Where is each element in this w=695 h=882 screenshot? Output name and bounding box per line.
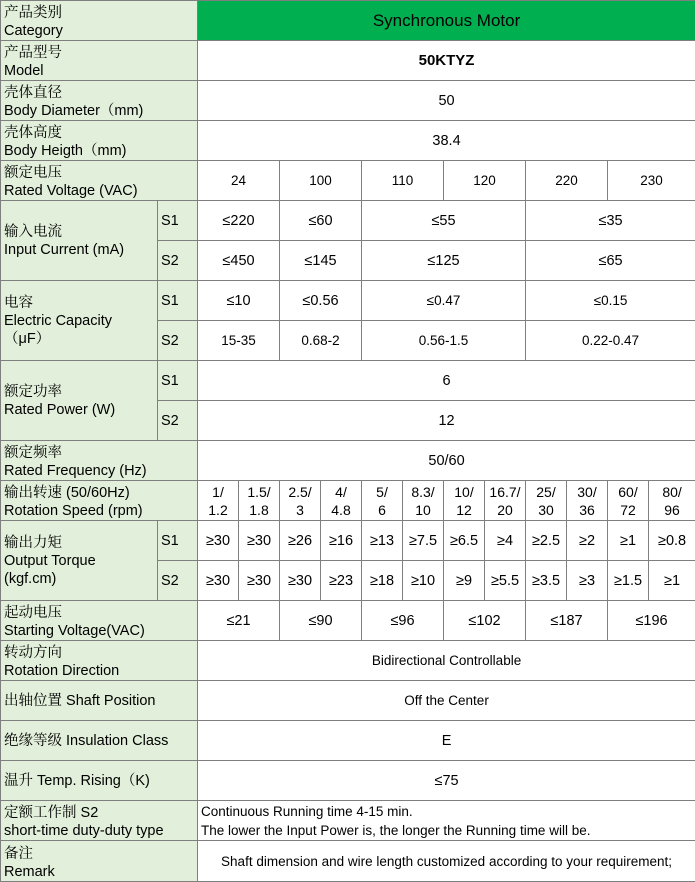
- row-capacity-s1: [1, 281, 695, 321]
- output-torque-label-unit: (kgf.cm): [4, 570, 157, 588]
- torque-value: ≥16: [321, 521, 362, 561]
- voltage-value: 24: [198, 161, 280, 201]
- rotation-direction-label-en: Rotation Direction: [4, 662, 197, 680]
- torque-value: ≥6.5: [444, 521, 485, 561]
- speed-value: 80/ 96: [649, 481, 695, 521]
- starting-voltage-value: ≤196: [608, 601, 695, 641]
- input-current-value: ≤125: [362, 241, 526, 281]
- output-torque-label: [1, 521, 158, 601]
- row-model: [1, 41, 695, 81]
- starting-voltage-value: ≤187: [526, 601, 608, 641]
- rated-voltage-label: [1, 161, 198, 201]
- s2-label: S2: [158, 401, 198, 441]
- rotation-direction-label: [1, 641, 198, 681]
- torque-value: ≥30: [280, 561, 321, 601]
- model-label-cn: 产品型号: [4, 44, 197, 62]
- s2-label: S2: [158, 241, 198, 281]
- torque-value: ≥30: [198, 521, 239, 561]
- rotation-direction-value: Bidirectional Controllable: [198, 641, 695, 681]
- input-current-value: ≤450: [198, 241, 280, 281]
- output-torque-label-en: Output Torque: [4, 552, 157, 570]
- input-current-value: ≤60: [280, 201, 362, 241]
- category-label-cn: 产品类别: [4, 4, 197, 22]
- voltage-value: 230: [608, 161, 695, 201]
- input-current-value: ≤145: [280, 241, 362, 281]
- speed-value: 8.3/ 10: [403, 481, 444, 521]
- input-current-label-cn: 输入电流: [4, 223, 157, 241]
- remark-label-cn: 备注: [4, 845, 197, 863]
- category-value: Synchronous Motor: [198, 1, 695, 41]
- shaft-position-label: 出轴位置 Shaft Position: [1, 681, 198, 721]
- speed-value: 16.7/ 20: [485, 481, 526, 521]
- capacity-value: 0.22-0.47: [526, 321, 695, 361]
- row-temp-rising: [1, 761, 695, 801]
- row-body-diameter: [1, 81, 695, 121]
- duty-type-label-en: short-time duty-duty type: [4, 822, 197, 840]
- torque-value: ≥18: [362, 561, 403, 601]
- rated-frequency-label-cn: 额定频率: [4, 444, 197, 462]
- category-label-en: Category: [4, 22, 197, 40]
- duty-type-label: [1, 801, 198, 841]
- rated-power-value: 6: [198, 361, 695, 401]
- torque-value: ≥10: [403, 561, 444, 601]
- body-height-label-cn: 壳体高度: [4, 124, 197, 142]
- input-current-value: ≤65: [526, 241, 695, 281]
- speed-value: 60/ 72: [608, 481, 649, 521]
- torque-value: ≥2.5: [526, 521, 567, 561]
- rotation-direction-label-cn: 转动方向: [4, 644, 197, 662]
- torque-value: ≥2: [567, 521, 608, 561]
- rated-voltage-label-en: Rated Voltage (VAC): [4, 182, 197, 200]
- rated-power-label-en: Rated Power (W): [4, 401, 157, 419]
- torque-value: ≥5.5: [485, 561, 526, 601]
- temp-rising-label: 温升 Temp. Rising（K): [1, 761, 198, 801]
- starting-voltage-label-cn: 起动电压: [4, 604, 197, 622]
- capacity-value: ≤0.15: [526, 281, 695, 321]
- input-current-label: [1, 201, 158, 281]
- capacity-value: ≤10: [198, 281, 280, 321]
- torque-value: ≥1: [649, 561, 695, 601]
- rotation-speed-label-cn: 输出转速 (50/60Hz): [4, 484, 197, 502]
- torque-value: ≥1: [608, 521, 649, 561]
- rated-power-label-cn: 额定功率: [4, 383, 157, 401]
- rated-frequency-label-en: Rated Frequency (Hz): [4, 462, 197, 480]
- row-rotation-direction: [1, 641, 695, 681]
- rotation-speed-label-en: Rotation Speed (rpm): [4, 502, 197, 520]
- capacity-label-unit: （μF）: [4, 330, 157, 348]
- speed-value: 1/ 1.2: [198, 481, 239, 521]
- speed-value: 10/ 12: [444, 481, 485, 521]
- rated-voltage-label-cn: 额定电压: [4, 164, 197, 182]
- speed-value: 25/ 30: [526, 481, 567, 521]
- body-height-label: [1, 121, 198, 161]
- capacity-value: 0.68-2: [280, 321, 362, 361]
- row-input-current-s1: [1, 201, 695, 241]
- starting-voltage-value: ≤102: [444, 601, 526, 641]
- capacity-label-en: Electric Capacity: [4, 312, 157, 330]
- torque-value: ≥9: [444, 561, 485, 601]
- capacity-label-cn: 电容: [4, 294, 157, 312]
- insulation-class-value: E: [198, 721, 695, 761]
- starting-voltage-value: ≤96: [362, 601, 444, 641]
- s1-label: S1: [158, 201, 198, 241]
- torque-value: ≥7.5: [403, 521, 444, 561]
- remark-label-en: Remark: [4, 863, 197, 881]
- duty-type-value: [198, 801, 695, 841]
- capacity-value: 0.56-1.5: [362, 321, 526, 361]
- body-height-label-en: Body Heigth（mm): [4, 142, 197, 160]
- row-rated-frequency: [1, 441, 695, 481]
- row-rated-power-s1: [1, 361, 695, 401]
- row-insulation-class: [1, 721, 695, 761]
- body-diameter-value: 50: [198, 81, 695, 121]
- capacity-value: ≤0.56: [280, 281, 362, 321]
- starting-voltage-value: ≤90: [280, 601, 362, 641]
- speed-value: 30/ 36: [567, 481, 608, 521]
- row-duty-type: [1, 801, 695, 841]
- row-shaft-position: [1, 681, 695, 721]
- torque-value: ≥13: [362, 521, 403, 561]
- row-body-height: [1, 121, 695, 161]
- insulation-class-label: 绝缘等级 Insulation Class: [1, 721, 198, 761]
- row-rotation-speed: [1, 481, 695, 521]
- voltage-value: 110: [362, 161, 444, 201]
- s2-label: S2: [158, 321, 198, 361]
- torque-value: ≥1.5: [608, 561, 649, 601]
- voltage-value: 220: [526, 161, 608, 201]
- input-current-value: ≤220: [198, 201, 280, 241]
- torque-value: ≥4: [485, 521, 526, 561]
- row-category: [1, 1, 695, 41]
- torque-value: ≥30: [239, 561, 280, 601]
- duty-type-line2: The lower the Input Power is, the longer the Running time will be.: [201, 821, 695, 840]
- s2-label: S2: [158, 561, 198, 601]
- model-label-en: Model: [4, 62, 197, 80]
- voltage-value: 120: [444, 161, 526, 201]
- shaft-position-value: Off the Center: [198, 681, 695, 721]
- rated-frequency-label: [1, 441, 198, 481]
- row-rated-voltage: [1, 161, 695, 201]
- remark-value: Shaft dimension and wire length customized according to your requirement;: [198, 841, 695, 882]
- torque-value: ≥3.5: [526, 561, 567, 601]
- capacity-value: ≤0.47: [362, 281, 526, 321]
- temp-rising-value: ≤75: [198, 761, 695, 801]
- category-label: [1, 1, 198, 41]
- row-output-torque-s1: [1, 521, 695, 561]
- speed-value: 5/ 6: [362, 481, 403, 521]
- row-remark: [1, 841, 695, 882]
- voltage-value: 100: [280, 161, 362, 201]
- body-diameter-label-en: Body Diameter（mm): [4, 102, 197, 120]
- model-value: 50KTYZ: [198, 41, 695, 81]
- starting-voltage-value: ≤21: [198, 601, 280, 641]
- starting-voltage-label: [1, 601, 198, 641]
- torque-value: ≥26: [280, 521, 321, 561]
- rotation-speed-label: [1, 481, 198, 521]
- input-current-value: ≤55: [362, 201, 526, 241]
- torque-value: ≥0.8: [649, 521, 695, 561]
- output-torque-label-cn: 输出力矩: [4, 534, 157, 552]
- body-diameter-label: [1, 81, 198, 121]
- capacity-value: 15-35: [198, 321, 280, 361]
- rated-frequency-value: 50/60: [198, 441, 695, 481]
- rated-power-value: 12: [198, 401, 695, 441]
- torque-value: ≥23: [321, 561, 362, 601]
- remark-label: [1, 841, 198, 882]
- torque-value: ≥3: [567, 561, 608, 601]
- speed-value: 1.5/ 1.8: [239, 481, 280, 521]
- row-starting-voltage: [1, 601, 695, 641]
- speed-value: 2.5/ 3: [280, 481, 321, 521]
- body-height-value: 38.4: [198, 121, 695, 161]
- body-diameter-label-cn: 壳体直径: [4, 84, 197, 102]
- input-current-label-en: Input Current (mA): [4, 241, 157, 259]
- duty-type-line1: Continuous Running time 4-15 min.: [201, 802, 695, 821]
- model-label: [1, 41, 198, 81]
- input-current-value: ≤35: [526, 201, 695, 241]
- speed-value: 4/ 4.8: [321, 481, 362, 521]
- duty-type-label-cn: 定额工作制 S2: [4, 804, 197, 822]
- rated-power-label: [1, 361, 158, 441]
- s1-label: S1: [158, 281, 198, 321]
- s1-label: S1: [158, 361, 198, 401]
- starting-voltage-label-en: Starting Voltage(VAC): [4, 622, 197, 640]
- torque-value: ≥30: [198, 561, 239, 601]
- torque-value: ≥30: [239, 521, 280, 561]
- s1-label: S1: [158, 521, 198, 561]
- capacity-label: [1, 281, 158, 361]
